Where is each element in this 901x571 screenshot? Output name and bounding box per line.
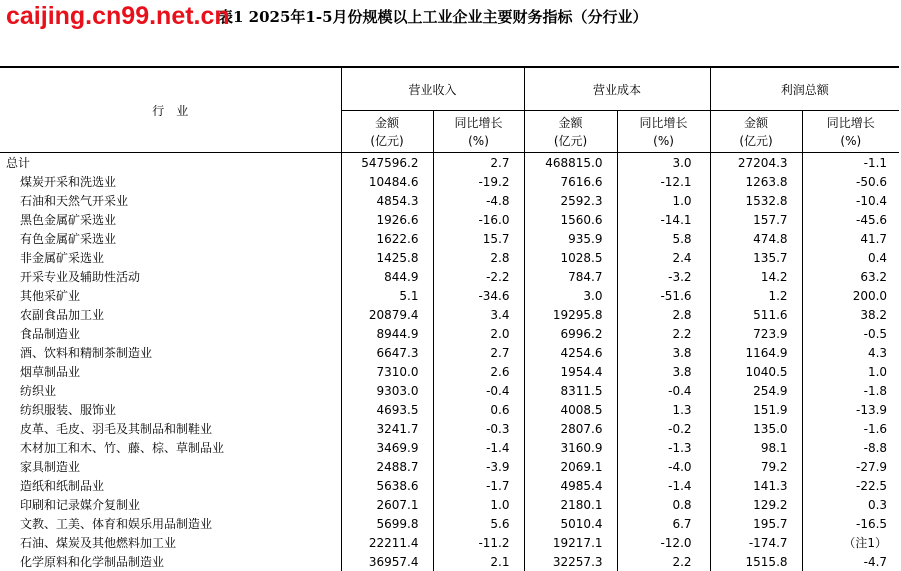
cost-growth-header: [617, 111, 710, 153]
profit-amount-cell: 98.1: [710, 438, 802, 457]
table-body: [0, 153, 899, 571]
revenue-amount-cell: 3241.7: [341, 419, 433, 438]
revenue-amount-cell: 8944.9: [341, 324, 433, 343]
profit-growth-cell: -1.1: [802, 153, 899, 173]
profit-growth-cell: -27.9: [802, 457, 899, 476]
revenue-growth-cell: -19.2: [433, 172, 524, 191]
cost-amount-header: [524, 111, 617, 153]
industry-name-cell: 其他采矿业: [0, 286, 341, 305]
table-row: [0, 381, 899, 400]
industry-name-cell: 石油和天然气开采业: [0, 191, 341, 210]
table-row: [0, 457, 899, 476]
cost-growth-cell: -12.1: [617, 172, 710, 191]
cost-amount-cell: 4985.4: [524, 476, 617, 495]
cost-amount-cell: 1954.4: [524, 362, 617, 381]
header-line2: (%): [618, 132, 710, 150]
profit-growth-cell: 200.0: [802, 286, 899, 305]
cost-amount-cell: 3160.9: [524, 438, 617, 457]
revenue-amount-cell: 5638.6: [341, 476, 433, 495]
header-line1: 同比增长: [618, 114, 710, 132]
profit-growth-cell: 38.2: [802, 305, 899, 324]
industry-name-cell: 开采专业及辅助性活动: [0, 267, 341, 286]
cost-amount-cell: 4008.5: [524, 400, 617, 419]
profit-growth-cell: -0.5: [802, 324, 899, 343]
table-row: [0, 210, 899, 229]
cost-amount-cell: 6996.2: [524, 324, 617, 343]
revenue-amount-cell: 6647.3: [341, 343, 433, 362]
revenue-amount-cell: 1926.6: [341, 210, 433, 229]
table-row: [0, 495, 899, 514]
profit-amount-cell: 1515.8: [710, 552, 802, 571]
revenue-amount-cell: 4693.5: [341, 400, 433, 419]
industry-name-cell: 黑色金属矿采选业: [0, 210, 341, 229]
revenue-amount-header: [341, 111, 433, 153]
industry-name-cell: 纺织服装、服饰业: [0, 400, 341, 419]
industry-column-header: 行 业: [0, 67, 341, 153]
revenue-growth-cell: 5.6: [433, 514, 524, 533]
table-row: [0, 419, 899, 438]
cost-growth-cell: 0.8: [617, 495, 710, 514]
industry-name-cell: 食品制造业: [0, 324, 341, 343]
revenue-growth-cell: 2.0: [433, 324, 524, 343]
profit-amount-cell: 1164.9: [710, 343, 802, 362]
table-row: [0, 362, 899, 381]
profit-amount-header: [710, 111, 802, 153]
profit-growth-cell: -4.7: [802, 552, 899, 571]
profit-growth-cell: -45.6: [802, 210, 899, 229]
cost-amount-cell: 2180.1: [524, 495, 617, 514]
header-line1: 金额: [525, 114, 617, 132]
industry-name-cell: 农副食品加工业: [0, 305, 341, 324]
revenue-amount-cell: 36957.4: [341, 552, 433, 571]
table-row: [0, 514, 899, 533]
profit-growth-cell: 0.4: [802, 248, 899, 267]
cost-amount-cell: 1560.6: [524, 210, 617, 229]
cost-amount-cell: 2807.6: [524, 419, 617, 438]
revenue-growth-cell: -0.3: [433, 419, 524, 438]
cost-amount-cell: 935.9: [524, 229, 617, 248]
cost-growth-cell: 1.3: [617, 400, 710, 419]
profit-amount-cell: 1040.5: [710, 362, 802, 381]
cost-growth-cell: -3.2: [617, 267, 710, 286]
profit-growth-cell: -1.8: [802, 381, 899, 400]
table-row: [0, 267, 899, 286]
table-row: [0, 438, 899, 457]
revenue-amount-cell: 1425.8: [341, 248, 433, 267]
header-line2: (%): [434, 132, 524, 150]
table-row: [0, 324, 899, 343]
profit-growth-cell: 0.3: [802, 495, 899, 514]
header-line2: (%): [803, 132, 900, 150]
revenue-growth-cell: 3.4: [433, 305, 524, 324]
revenue-growth-cell: 2.8: [433, 248, 524, 267]
page-title: 表1 2025年1-5月份规模以上工业企业主要财务指标（分行业）: [218, 6, 648, 27]
cost-amount-cell: 468815.0: [524, 153, 617, 173]
table-row: [0, 153, 899, 173]
cost-amount-cell: 2069.1: [524, 457, 617, 476]
cost-amount-cell: 1028.5: [524, 248, 617, 267]
cost-growth-cell: -1.4: [617, 476, 710, 495]
cost-growth-cell: 3.8: [617, 343, 710, 362]
revenue-amount-cell: 4854.3: [341, 191, 433, 210]
header-line1: 同比增长: [434, 114, 524, 132]
cost-growth-cell: 1.0: [617, 191, 710, 210]
revenue-growth-cell: 2.7: [433, 343, 524, 362]
revenue-amount-cell: 844.9: [341, 267, 433, 286]
profit-growth-cell: -13.9: [802, 400, 899, 419]
table-row: [0, 248, 899, 267]
revenue-growth-cell: -3.9: [433, 457, 524, 476]
revenue-amount-cell: 3469.9: [341, 438, 433, 457]
table-row: [0, 191, 899, 210]
industry-name-cell: 纺织业: [0, 381, 341, 400]
revenue-growth-header: [433, 111, 524, 153]
cost-group-header: 营业成本: [524, 67, 710, 111]
revenue-growth-cell: -4.8: [433, 191, 524, 210]
industry-name-cell: 皮革、毛皮、羽毛及其制品和制鞋业: [0, 419, 341, 438]
cost-amount-cell: 32257.3: [524, 552, 617, 571]
cost-growth-cell: -0.2: [617, 419, 710, 438]
profit-amount-cell: 1.2: [710, 286, 802, 305]
profit-growth-cell: -16.5: [802, 514, 899, 533]
revenue-growth-cell: 2.6: [433, 362, 524, 381]
watermark-logo-text: caijing.cn99.net.cn: [6, 2, 230, 31]
cost-growth-cell: -4.0: [617, 457, 710, 476]
revenue-amount-cell: 2607.1: [341, 495, 433, 514]
cost-amount-cell: 8311.5: [524, 381, 617, 400]
header-line2: (亿元): [342, 132, 433, 150]
industry-name-cell: 石油、煤炭及其他燃料加工业: [0, 533, 341, 552]
industry-name-cell: 总计: [0, 153, 341, 173]
cost-growth-cell: 3.8: [617, 362, 710, 381]
revenue-amount-cell: 2488.7: [341, 457, 433, 476]
table-row: [0, 476, 899, 495]
cost-amount-cell: 784.7: [524, 267, 617, 286]
industry-name-cell: 化学原料和化学制品制造业: [0, 552, 341, 571]
cost-growth-cell: -14.1: [617, 210, 710, 229]
cost-growth-cell: 3.0: [617, 153, 710, 173]
cost-amount-cell: 19217.1: [524, 533, 617, 552]
revenue-growth-cell: -2.2: [433, 267, 524, 286]
table-row: [0, 400, 899, 419]
industry-name-cell: 文教、工美、体育和娱乐用品制造业: [0, 514, 341, 533]
industry-name-cell: 有色金属矿采选业: [0, 229, 341, 248]
cost-growth-cell: 2.2: [617, 552, 710, 571]
revenue-amount-cell: 1622.6: [341, 229, 433, 248]
profit-growth-cell: -1.6: [802, 419, 899, 438]
industry-name-cell: 烟草制品业: [0, 362, 341, 381]
revenue-growth-cell: 15.7: [433, 229, 524, 248]
header-line2: (亿元): [525, 132, 617, 150]
profit-amount-cell: 511.6: [710, 305, 802, 324]
cost-amount-cell: 4254.6: [524, 343, 617, 362]
industry-name-cell: 酒、饮料和精制茶制造业: [0, 343, 341, 362]
industry-name-cell: 非金属矿采选业: [0, 248, 341, 267]
profit-growth-cell: -8.8: [802, 438, 899, 457]
revenue-growth-cell: 2.1: [433, 552, 524, 571]
profit-amount-cell: 141.3: [710, 476, 802, 495]
cost-growth-cell: -12.0: [617, 533, 710, 552]
profit-amount-cell: 254.9: [710, 381, 802, 400]
profit-amount-cell: 27204.3: [710, 153, 802, 173]
industry-name-cell: 家具制造业: [0, 457, 341, 476]
cost-amount-cell: 5010.4: [524, 514, 617, 533]
industry-name-cell: 木材加工和木、竹、藤、棕、草制品业: [0, 438, 341, 457]
table-row: [0, 229, 899, 248]
profit-amount-cell: 157.7: [710, 210, 802, 229]
table-row: [0, 286, 899, 305]
revenue-amount-cell: 5.1: [341, 286, 433, 305]
profit-amount-cell: 129.2: [710, 495, 802, 514]
revenue-growth-cell: -1.4: [433, 438, 524, 457]
profit-growth-cell: 63.2: [802, 267, 899, 286]
revenue-growth-cell: -16.0: [433, 210, 524, 229]
financial-indicators-table: [0, 66, 899, 571]
cost-growth-cell: 5.8: [617, 229, 710, 248]
revenue-amount-cell: 20879.4: [341, 305, 433, 324]
profit-amount-cell: 1532.8: [710, 191, 802, 210]
revenue-growth-cell: -11.2: [433, 533, 524, 552]
cost-amount-cell: 19295.8: [524, 305, 617, 324]
profit-growth-cell: -50.6: [802, 172, 899, 191]
profit-amount-cell: 474.8: [710, 229, 802, 248]
revenue-amount-cell: 10484.6: [341, 172, 433, 191]
cost-growth-cell: 2.4: [617, 248, 710, 267]
cost-growth-cell: -0.4: [617, 381, 710, 400]
profit-amount-cell: 79.2: [710, 457, 802, 476]
profit-amount-cell: 135.7: [710, 248, 802, 267]
revenue-growth-cell: 0.6: [433, 400, 524, 419]
cost-amount-cell: 3.0: [524, 286, 617, 305]
profit-amount-cell: 1263.8: [710, 172, 802, 191]
header-line2: (亿元): [711, 132, 802, 150]
profit-growth-header: [802, 111, 899, 153]
header-line1: 同比增长: [803, 114, 900, 132]
revenue-amount-cell: 7310.0: [341, 362, 433, 381]
profit-growth-cell: 1.0: [802, 362, 899, 381]
industry-name-cell: 造纸和纸制品业: [0, 476, 341, 495]
cost-growth-cell: 2.8: [617, 305, 710, 324]
profit-amount-cell: 151.9: [710, 400, 802, 419]
profit-amount-cell: -174.7: [710, 533, 802, 552]
revenue-amount-cell: 9303.0: [341, 381, 433, 400]
revenue-amount-cell: 22211.4: [341, 533, 433, 552]
cost-amount-cell: 2592.3: [524, 191, 617, 210]
table-row: [0, 533, 899, 552]
header-line1: 金额: [342, 114, 433, 132]
profit-growth-cell: 4.3: [802, 343, 899, 362]
cost-growth-cell: 2.2: [617, 324, 710, 343]
revenue-growth-cell: 1.0: [433, 495, 524, 514]
profit-growth-cell: -10.4: [802, 191, 899, 210]
table-row: [0, 172, 899, 191]
header-line1: 金额: [711, 114, 802, 132]
table-row: [0, 305, 899, 324]
industry-name-cell: 煤炭开采和洗选业: [0, 172, 341, 191]
profit-amount-cell: 723.9: [710, 324, 802, 343]
revenue-amount-cell: 547596.2: [341, 153, 433, 173]
revenue-growth-cell: -1.7: [433, 476, 524, 495]
cost-growth-cell: -51.6: [617, 286, 710, 305]
cost-growth-cell: -1.3: [617, 438, 710, 457]
revenue-growth-cell: -0.4: [433, 381, 524, 400]
cost-growth-cell: 6.7: [617, 514, 710, 533]
revenue-growth-cell: 2.7: [433, 153, 524, 173]
revenue-amount-cell: 5699.8: [341, 514, 433, 533]
revenue-group-header: 营业收入: [341, 67, 524, 111]
cost-amount-cell: 7616.6: [524, 172, 617, 191]
table-row: [0, 343, 899, 362]
profit-group-header: 利润总额: [710, 67, 899, 111]
profit-growth-cell: （注1）: [802, 533, 899, 552]
profit-growth-cell: 41.7: [802, 229, 899, 248]
profit-amount-cell: 135.0: [710, 419, 802, 438]
profit-amount-cell: 14.2: [710, 267, 802, 286]
industry-name-cell: 印刷和记录媒介复制业: [0, 495, 341, 514]
revenue-growth-cell: -34.6: [433, 286, 524, 305]
profit-amount-cell: 195.7: [710, 514, 802, 533]
profit-growth-cell: -22.5: [802, 476, 899, 495]
